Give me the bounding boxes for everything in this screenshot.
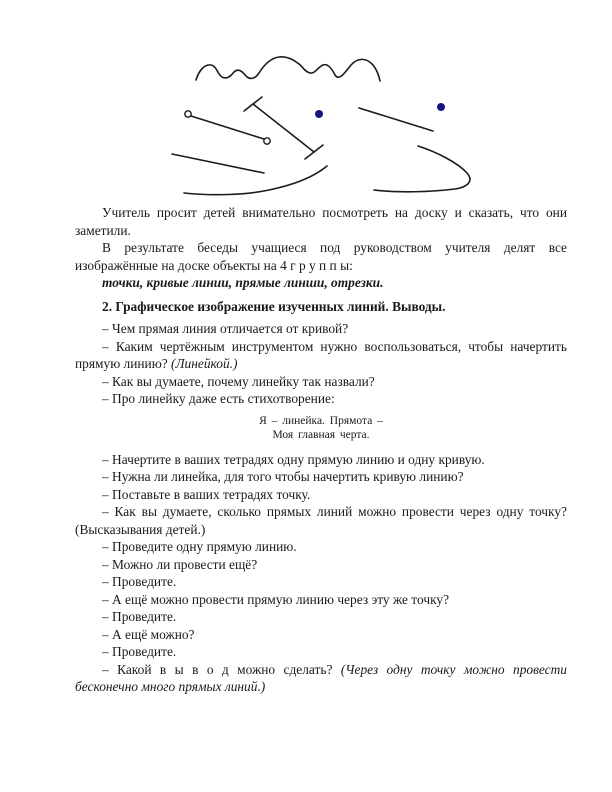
board-drawing [0, 0, 612, 210]
teacher-instruction: В результате беседы учащиеся под руководством учителя делят все изображённые на доске объекты на 4 г р у п п ы: [75, 240, 567, 273]
lesson-text [75, 204, 567, 696]
segment-endpoints-line [191, 116, 264, 139]
dialogue-line: – Про линейку даже есть стихотворение: [102, 391, 335, 406]
dialogue-line: – Как вы думаете, сколько прямых линий можно провести через одну точку? (Высказывания детей.) [75, 504, 567, 537]
conclusion-line: – Какой в ы в о д можно сделать? (Через одну точку можно провести бесконечно много прямых линий.) [75, 661, 567, 694]
dialogue-line: – А ещё можно провести прямую линию через эту же точку? [102, 591, 450, 607]
poem-line: Я – линейка. Прямота – [259, 414, 383, 427]
dialogue-line: – А ещё можно? [102, 626, 195, 642]
dialogue-line: – Проведите. [102, 574, 177, 589]
teacher-instruction: Учитель просит детей внимательно посмотреть на доску и сказать, что они заметили. [75, 205, 567, 238]
dialogue-line: – Проведите одну прямую линию. [102, 539, 297, 554]
dialogue-line: – Как вы думаете, почему линейку так назвали? [102, 373, 375, 389]
dialogue-line: – Начертите в ваших тетрадях одну прямую линию и одну кривую. [102, 451, 485, 467]
poem-line: Моя главная черта. [272, 428, 370, 441]
dialogue-line: – Можно ли провести ещё? [102, 556, 258, 572]
dialogue-line: – Нужна ли линейка, для того чтобы начертить кривую линию? [102, 469, 464, 484]
dialogue-line: – Поставьте в ваших тетрадях точку. [102, 486, 311, 502]
endpoint-circle-left [185, 111, 191, 117]
dialogue-line: – Проведите. [102, 644, 177, 659]
segment-ticks-line [253, 104, 314, 152]
curve-bottom-right [374, 146, 470, 192]
curve-bottom-left [184, 166, 327, 195]
wavy-curve [196, 57, 380, 81]
straight-line-lower-left [172, 154, 264, 173]
blue-point-right [437, 103, 445, 111]
section-heading: 2. Графическое изображение изученных линий. Выводы. [102, 298, 446, 314]
straight-line-right [359, 108, 433, 131]
endpoint-circle-right [264, 138, 270, 144]
blue-point-left [315, 110, 323, 118]
dialogue-line: – Каким чертёжным инструментом нужно воспользоваться, чтобы начертить прямую линию? (Линейкой.) [75, 338, 567, 371]
dialogue-line: – Чем прямая линия отличается от кривой? [102, 321, 349, 336]
group-list: точки, кривые линии, прямые линши, отрезки. [102, 275, 384, 290]
dialogue-line: – Проведите. [102, 609, 177, 624]
